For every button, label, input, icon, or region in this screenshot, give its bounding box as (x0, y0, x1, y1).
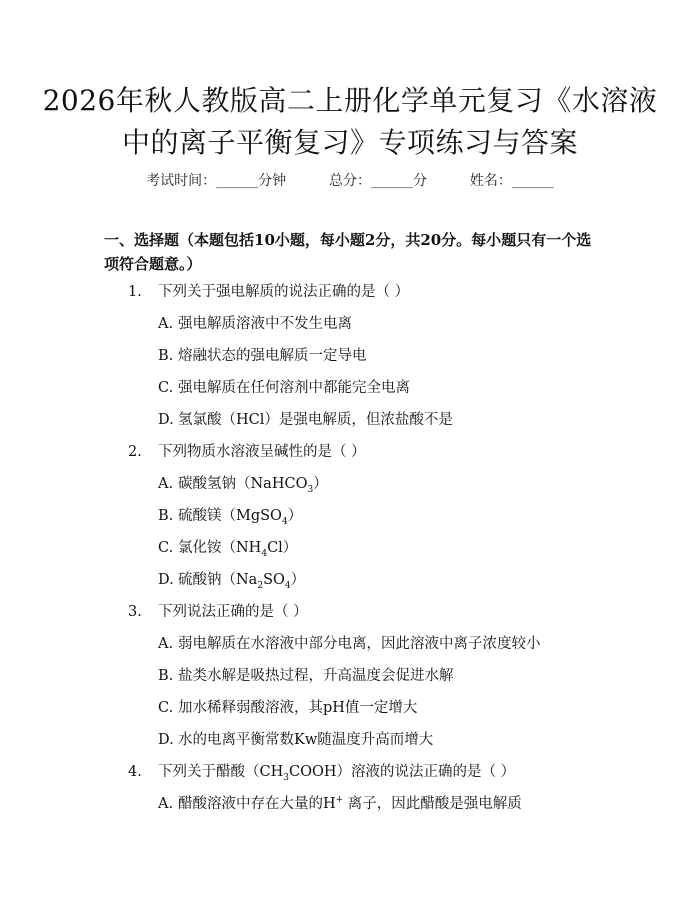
subscript: 4 (261, 548, 268, 559)
option-text-end: 离子，因此醋酸是强电解质 (343, 796, 522, 812)
question-number: 4. (128, 764, 142, 780)
option-letter: D. (158, 732, 174, 748)
option-text: 氯化铵（NH (178, 540, 262, 556)
option-letter: B. (158, 348, 174, 364)
option-text: 盐类水解是吸热过程，升高温度会促进水解 (178, 668, 454, 684)
superscript: + (335, 795, 344, 806)
option-text: 加水稀释弱酸溶液，其pH值一定增大 (178, 700, 418, 716)
question-1 (128, 282, 628, 302)
option-letter: C. (158, 380, 174, 396)
option-letter: B. (158, 508, 174, 524)
option-text-end: ） (290, 572, 306, 588)
option-3a (158, 634, 638, 654)
option-1d (158, 410, 638, 430)
option-text: 强电解质在任何溶剂中都能完全电离 (178, 380, 410, 396)
option-text: 熔融状态的强电解质一定导电 (178, 348, 367, 364)
score-unit: 分 (413, 173, 427, 189)
option-3c (158, 698, 638, 718)
option-letter: C. (158, 540, 174, 556)
option-text: 水的电离平衡常数Kw随温度升高而增大 (178, 732, 434, 748)
option-text-end: ） (287, 508, 303, 524)
question-stem-end: COOH）溶液的说法正确的是（ ） (288, 764, 516, 780)
option-letter: D. (158, 572, 174, 588)
subscript: 3 (307, 484, 314, 495)
time-blank: ______ (216, 173, 259, 189)
question-stem: 下列关于醋酸（CH (158, 764, 284, 780)
option-3b (158, 666, 638, 686)
option-letter: C. (158, 700, 174, 716)
option-text: 强电解质溶液中不发生电离 (178, 316, 352, 332)
option-letter: B. (158, 668, 174, 684)
document-title: 2026年秋人教版高二上册化学单元复习《水溶液中的离子平衡复习》专项练习与答案 (42, 84, 658, 159)
option-letter: A. (158, 796, 174, 812)
option-2d (158, 570, 638, 590)
option-text: 硫酸镁（MgSO (178, 508, 282, 524)
question-stem: 下列物质水溶液呈碱性的是（ ） (158, 444, 366, 460)
subscript: 4 (284, 580, 291, 591)
subscript: 4 (281, 516, 288, 527)
time-label: 考试时间： (146, 173, 217, 189)
question-4 (128, 762, 628, 782)
subscript: 3 (283, 772, 289, 783)
question-number: 2. (128, 444, 142, 460)
score-blank: ______ (371, 173, 413, 189)
time-unit: 分钟 (258, 173, 287, 189)
question-2 (128, 442, 628, 462)
section-heading: 一、选择题（本题包括10小题，每小题2分，共20分。每小题只有一个选项符合题意。） (104, 231, 592, 273)
option-text: 弱电解质在水溶液中部分电离，因此溶液中离子浓度较小 (178, 636, 541, 652)
exam-info-line (0, 170, 700, 190)
option-text: 醋酸溶液中存在大量的H (178, 796, 336, 812)
option-1b (158, 346, 638, 366)
option-2a (158, 474, 638, 494)
option-4a (158, 794, 638, 814)
score-label: 总分： (329, 173, 371, 189)
option-letter: A. (158, 636, 174, 652)
name-label: 姓名： (469, 173, 512, 189)
option-letter: A. (158, 316, 174, 332)
question-stem: 下列说法正确的是（ ） (158, 604, 308, 620)
option-text: 碳酸氢钠（NaHCO (178, 476, 308, 492)
option-text-end: ） (313, 476, 328, 492)
name-blank: ______ (511, 173, 554, 189)
option-2b (158, 506, 638, 526)
option-1a (158, 314, 638, 334)
question-number: 1. (128, 284, 142, 300)
option-3d (158, 730, 638, 750)
option-text-end: Cl） (267, 540, 298, 556)
option-text: 硫酸钠（Na (178, 572, 258, 588)
option-2c (158, 538, 638, 558)
option-text: 氢氯酸（HCl）是强电解质，但浓盐酸不是 (178, 412, 453, 428)
option-letter: D. (158, 412, 174, 428)
question-stem: 下列关于强电解质的说法正确的是（ ） (158, 284, 410, 300)
subscript: 2 (257, 580, 264, 591)
question-number: 3. (128, 604, 142, 620)
option-1c (158, 378, 638, 398)
question-3 (128, 602, 628, 622)
option-letter: A. (158, 476, 174, 492)
option-text-mid: SO (263, 572, 285, 588)
